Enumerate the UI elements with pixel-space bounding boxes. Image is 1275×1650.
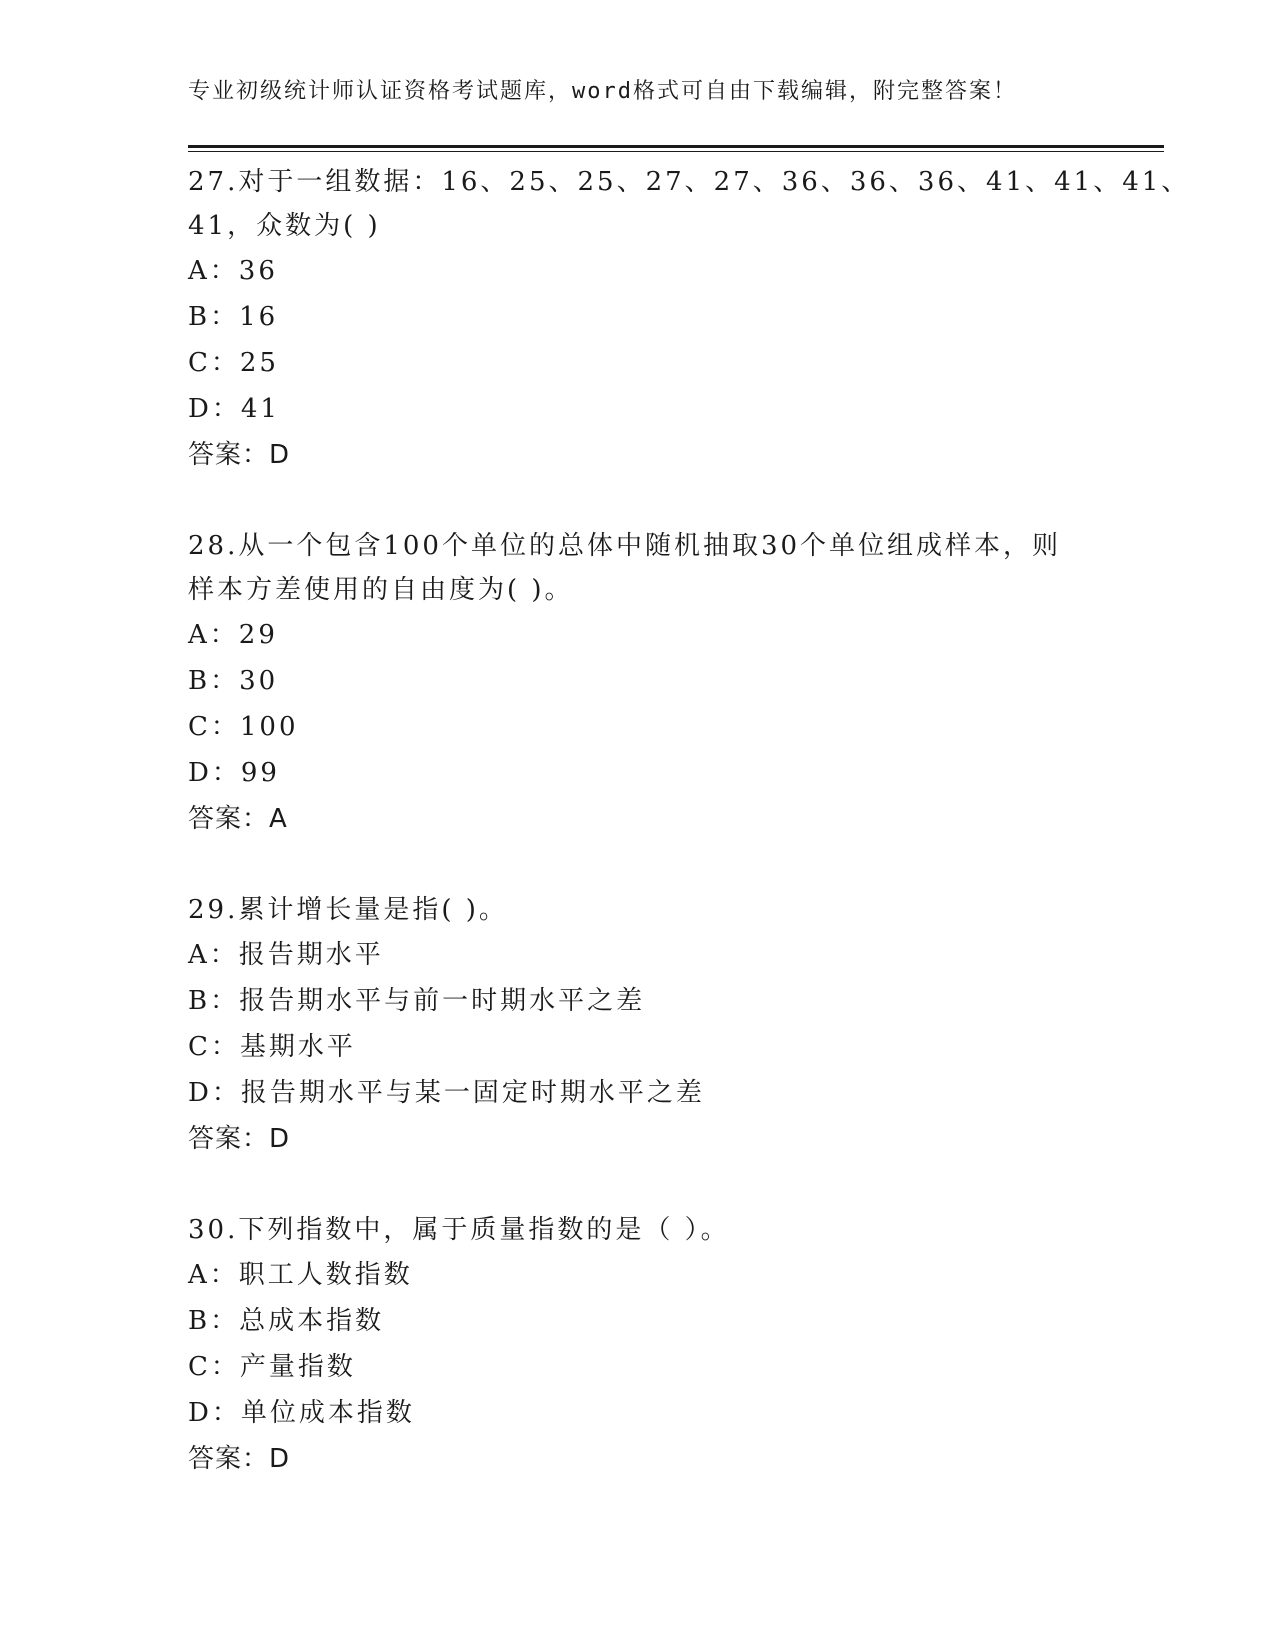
option-b: B：总成本指数	[188, 1306, 385, 1336]
question-28	[188, 524, 1088, 842]
question-stem: 30.下列指数中，属于质量指数的是（ ）。	[188, 1215, 730, 1245]
option-c: C：100	[188, 712, 299, 742]
option-a: A：报告期水平	[188, 940, 384, 970]
question-27	[188, 160, 1191, 478]
option-d: D：41	[188, 394, 280, 424]
answer: 答案：A	[188, 804, 288, 834]
question-30	[188, 1208, 1088, 1482]
question-29	[188, 888, 1088, 1162]
question-stem: 41，众数为( )	[188, 211, 381, 241]
option-b: B：30	[188, 666, 279, 696]
question-stem: 29.累计增长量是指( )。	[188, 895, 508, 925]
option-c: C：产量指数	[188, 1352, 356, 1382]
question-stem: 28.从一个包含100个单位的总体中随机抽取30个单位组成样本，则	[188, 531, 1062, 561]
header-rule-thin	[188, 151, 1164, 152]
option-a: A：职工人数指数	[188, 1260, 413, 1290]
option-b: B：16	[188, 302, 279, 332]
header-rule-thick	[188, 145, 1164, 148]
option-d: D：99	[188, 758, 280, 788]
page-header: 专业初级统计师认证资格考试题库，word格式可自由下载编辑，附完整答案！	[188, 79, 1017, 104]
question-stem: 样本方差使用的自由度为( )。	[188, 575, 574, 605]
option-a: A：36	[188, 256, 278, 286]
answer: 答案：D	[188, 1444, 291, 1474]
answer: 答案：D	[188, 1124, 291, 1154]
option-c: C：基期水平	[188, 1032, 356, 1062]
option-d: D：报告期水平与某一固定时期水平之差	[188, 1078, 705, 1108]
answer: 答案：D	[188, 440, 291, 470]
option-d: D：单位成本指数	[188, 1398, 415, 1428]
question-list	[188, 160, 1191, 1528]
option-b: B：报告期水平与前一时期水平之差	[188, 986, 646, 1016]
option-c: C：25	[188, 348, 279, 378]
question-stem: 27.对于一组数据：16、25、25、27、27、36、36、36、41、41、41、	[188, 167, 1191, 197]
option-a: A：29	[188, 620, 278, 650]
